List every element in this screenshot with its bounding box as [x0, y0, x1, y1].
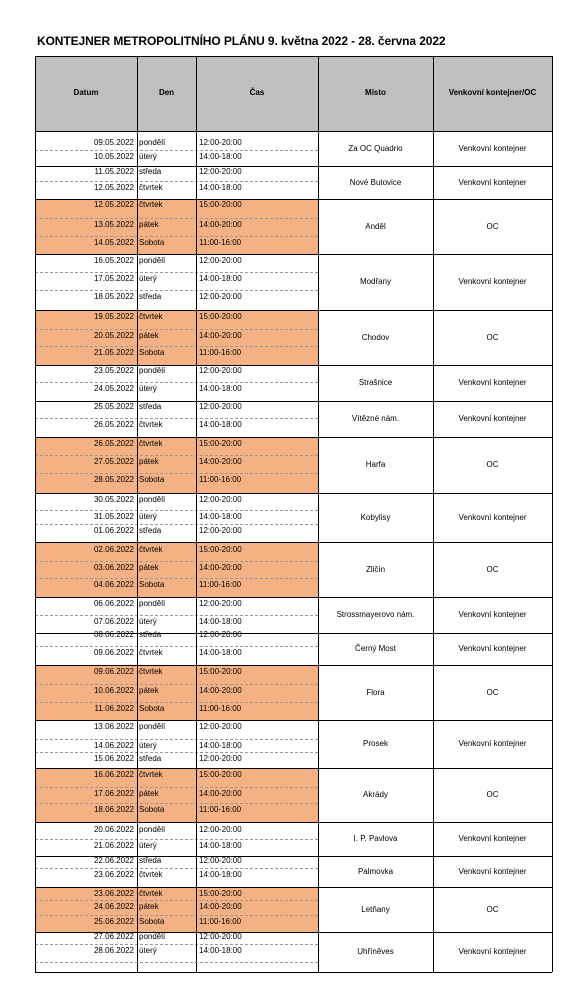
day-cell: čtvrtek [139, 312, 163, 321]
row-separator [35, 272, 318, 273]
day-cell: úterý [139, 946, 157, 955]
time-cell: 15:00-20:00 [199, 545, 242, 554]
date-cell: 15.06.2022 [93, 754, 134, 763]
kind-cell: Venkovní kontejner [458, 866, 527, 876]
group-divider [35, 768, 552, 769]
column-line [433, 56, 434, 972]
row-separator [35, 218, 318, 219]
date-cell: 26.05.2022 [93, 439, 134, 448]
day-cell: čtvrtek [139, 770, 163, 779]
time-cell: 14:00-20:00 [199, 902, 242, 911]
time-cell: 15:00-20:00 [199, 200, 242, 209]
table-top-border [35, 56, 552, 57]
date-cell: 27.06.2022 [93, 932, 134, 941]
column-line [552, 56, 553, 972]
row-separator [35, 578, 318, 579]
row-separator [35, 752, 318, 753]
column-header: Místo [365, 88, 386, 97]
date-cell: 10.05.2022 [93, 152, 134, 161]
row-separator [35, 803, 318, 804]
day-cell: Sobota [139, 238, 165, 247]
place-cell: Modřany [359, 277, 392, 286]
date-cell: 23.06.2022 [93, 870, 134, 879]
day-cell: středa [139, 754, 162, 763]
day-cell: středa [139, 402, 162, 411]
day-cell: úterý [139, 512, 157, 521]
place-cell: Anděl [365, 221, 386, 231]
kind-cell: OC [486, 790, 499, 799]
date-cell: 18.05.2022 [93, 292, 134, 301]
time-cell: 14:00-18:00 [199, 384, 242, 393]
time-cell: 11:00-16:00 [199, 238, 242, 247]
day-cell: úterý [139, 841, 157, 850]
time-cell: 15:00-20:00 [199, 889, 242, 898]
time-cell: 14:00-20:00 [199, 789, 242, 798]
time-cell: 14:00-18:00 [199, 841, 242, 850]
day-cell: pondělí [139, 495, 166, 504]
time-cell: 14:00-18:00 [199, 183, 242, 192]
date-cell: 20.06.2022 [93, 825, 134, 834]
date-cell: 09.05.2022 [93, 138, 134, 147]
time-cell: 12:00-20:00 [199, 366, 242, 375]
row-separator [35, 382, 318, 383]
row-separator [35, 150, 318, 151]
time-cell: 11:00-16:00 [199, 475, 242, 484]
row-separator [35, 646, 318, 647]
day-cell: pondělí [139, 366, 166, 375]
place-cell: Uhříněves [357, 947, 394, 956]
column-header: Datum [73, 88, 99, 97]
group-divider [35, 720, 552, 721]
place-cell: Palmovka [357, 866, 394, 876]
date-cell: 08.06.2022 [93, 630, 134, 639]
group-divider [35, 822, 552, 823]
day-cell: pátek [139, 902, 159, 911]
row-separator [35, 510, 318, 511]
place-cell: I. P. Pavlova [353, 834, 398, 843]
day-cell: pátek [139, 563, 159, 572]
day-cell: pátek [139, 331, 159, 340]
date-cell: 02.06.2022 [93, 545, 134, 554]
group-divider [35, 310, 552, 311]
place-cell: Akrády [363, 790, 388, 799]
date-cell: 28.05.2022 [93, 475, 134, 484]
date-cell: 07.06.2022 [93, 617, 134, 626]
place-cell: Strossmayerovo nám. [336, 610, 415, 619]
day-cell: úterý [139, 274, 157, 283]
date-cell: 31.05.2022 [93, 512, 134, 521]
day-cell: Sobota [139, 805, 165, 814]
date-cell: 21.06.2022 [93, 841, 134, 850]
date-cell: 01.06.2022 [93, 526, 134, 535]
place-cell: Vítězné nám. [351, 414, 400, 423]
date-cell: 11.06.2022 [94, 704, 134, 713]
row-separator [35, 290, 318, 291]
date-cell: 27.05.2022 [93, 457, 134, 466]
kind-cell: Venkovní kontejner [458, 277, 527, 286]
date-cell: 21.05.2022 [93, 348, 134, 357]
row-separator [35, 181, 318, 182]
day-cell: čtvrtek [139, 870, 163, 879]
time-cell: 12:00-20:00 [199, 722, 242, 731]
kind-cell: Venkovní kontejner [458, 512, 527, 522]
time-cell: 12:00-20:00 [199, 630, 242, 639]
kind-cell: OC [486, 221, 499, 231]
time-cell: 12:00-20:00 [199, 402, 242, 411]
row-separator [35, 702, 318, 703]
time-cell: 12:00-20:00 [199, 754, 242, 763]
place-cell: Strašnice [358, 378, 393, 387]
date-cell: 28.06.2022 [93, 946, 134, 955]
time-cell: 14:00-20:00 [199, 331, 242, 340]
group-divider [35, 597, 552, 598]
day-cell: pondělí [139, 599, 166, 608]
time-cell: 12:00-20:00 [199, 932, 242, 941]
time-cell: 12:00-20:00 [199, 856, 242, 865]
place-cell: Černý Most [355, 644, 396, 653]
day-cell: středa [139, 630, 162, 639]
day-cell: pátek [139, 220, 159, 229]
row-separator [35, 236, 318, 237]
page-title: KONTEJNER METROPOLITNÍHO PLÁNU 9. května 2022 - 28. června 2022 [37, 34, 446, 48]
place-cell: Chodov [361, 332, 390, 342]
day-cell: čtvrtek [139, 439, 163, 448]
place-cell: Letňany [361, 904, 390, 914]
time-cell: 12:00-20:00 [199, 138, 242, 147]
day-cell: čtvrtek [139, 648, 163, 657]
day-cell: pondělí [139, 256, 166, 265]
place-cell: Kobylisy [360, 512, 391, 522]
time-cell: 11:00-16:00 [199, 917, 242, 926]
time-cell: 12:00-20:00 [199, 256, 242, 265]
date-cell: 30.05.2022 [93, 495, 134, 504]
kind-cell: Venkovní kontejner [458, 378, 527, 387]
time-cell: 12:00-20:00 [199, 292, 242, 301]
kind-cell: OC [486, 564, 499, 574]
day-cell: čtvrtek [139, 667, 163, 676]
kind-cell: OC [486, 460, 499, 469]
day-cell: středa [139, 526, 162, 535]
date-cell: 19.05.2022 [93, 312, 134, 321]
day-cell: úterý [139, 617, 157, 626]
day-cell: Sobota [139, 704, 165, 713]
row-separator [35, 739, 318, 740]
column-header: Čas [249, 88, 265, 97]
group-divider [35, 254, 552, 255]
row-separator [35, 346, 318, 347]
column-header: Venkovní kontejner/OC [448, 88, 537, 97]
kind-cell: Venkovní kontejner [458, 947, 527, 956]
row-separator [35, 868, 318, 869]
date-cell: 18.06.2022 [93, 805, 134, 814]
time-cell: 12:00-20:00 [199, 825, 242, 834]
date-cell: 26.05.2022 [93, 420, 134, 429]
time-cell: 14:00-20:00 [199, 686, 242, 695]
header-divider [35, 131, 552, 132]
date-cell: 23.05.2022 [93, 366, 134, 375]
date-cell: 16.06.2022 [93, 770, 134, 779]
group-divider [35, 887, 552, 888]
date-cell: 24.06.2022 [93, 902, 134, 911]
time-cell: 11:00-16:00 [199, 805, 242, 814]
day-cell: čtvrtek [139, 183, 163, 192]
group-divider [35, 493, 552, 494]
place-cell: Flora [366, 687, 385, 697]
place-cell: Za OC Quadrio [348, 143, 403, 153]
row-separator [35, 524, 318, 525]
date-cell: 10.06.2022 [93, 686, 134, 695]
day-cell: středa [139, 292, 162, 301]
date-cell: 25.05.2022 [93, 402, 134, 411]
row-separator [35, 329, 318, 330]
row-separator [35, 561, 318, 562]
time-cell: 11:00-16:00 [199, 704, 242, 713]
date-cell: 11.05.2022 [94, 167, 134, 176]
time-cell: 14:00-18:00 [199, 512, 242, 521]
kind-cell: Venkovní kontejner [458, 739, 527, 748]
row-separator [35, 473, 318, 474]
group-divider [35, 665, 552, 666]
time-cell: 14:00-18:00 [199, 870, 242, 879]
date-cell: 06.06.2022 [93, 599, 134, 608]
day-cell: pondělí [139, 138, 166, 147]
group-divider [35, 437, 552, 438]
time-cell: 14:00-20:00 [199, 457, 242, 466]
day-cell: úterý [139, 384, 157, 393]
day-cell: úterý [139, 741, 157, 750]
column-line [196, 56, 197, 972]
time-cell: 14:00-18:00 [199, 648, 242, 657]
kind-cell: Venkovní kontejner [458, 414, 527, 423]
time-cell: 15:00-20:00 [199, 667, 242, 676]
date-cell: 16.05.2022 [93, 256, 134, 265]
kind-cell: Venkovní kontejner [458, 143, 527, 153]
row-separator [35, 684, 318, 685]
day-cell: pátek [139, 457, 159, 466]
place-cell: Zličín [365, 564, 386, 574]
place-cell: Harfa [365, 460, 386, 469]
date-cell: 13.06.2022 [93, 722, 134, 731]
kind-cell: OC [486, 687, 499, 697]
time-cell: 14:00-18:00 [199, 152, 242, 161]
date-cell: 14.06.2022 [93, 741, 134, 750]
group-divider [35, 972, 552, 973]
column-line [35, 56, 36, 972]
day-cell: Sobota [139, 917, 165, 926]
kind-cell: Venkovní kontejner [458, 644, 527, 653]
row-separator [35, 839, 318, 840]
day-cell: čtvrtek [139, 889, 163, 898]
day-cell: Sobota [139, 580, 165, 589]
time-cell: 12:00-20:00 [199, 526, 242, 535]
row-separator [35, 418, 318, 419]
row-separator [35, 787, 318, 788]
time-cell: 15:00-20:00 [199, 439, 242, 448]
day-cell: Sobota [139, 348, 165, 357]
time-cell: 14:00-18:00 [199, 741, 242, 750]
date-cell: 23.06.2022 [93, 889, 134, 898]
column-line [318, 56, 319, 972]
time-cell: 14:00-18:00 [199, 946, 242, 955]
date-cell: 03.06.2022 [93, 563, 134, 572]
date-cell: 13.05.2022 [93, 220, 134, 229]
kind-cell: OC [486, 332, 499, 342]
row-separator [35, 615, 318, 616]
time-cell: 11:00-16:00 [199, 580, 242, 589]
date-cell: 17.05.2022 [93, 274, 134, 283]
day-cell: čtvrtek [139, 200, 163, 209]
row-separator [35, 944, 318, 945]
column-header: Den [158, 88, 175, 97]
day-cell: pátek [139, 789, 159, 798]
group-divider [35, 542, 552, 543]
date-cell: 20.05.2022 [93, 331, 134, 340]
day-cell: čtvrtek [139, 420, 163, 429]
row-separator [35, 915, 318, 916]
time-cell: 14:00-20:00 [199, 220, 242, 229]
place-cell: Prosek [363, 739, 388, 748]
time-cell: 14:00-20:00 [199, 563, 242, 572]
date-cell: 09.06.2022 [93, 667, 134, 676]
day-cell: čtvrtek [139, 545, 163, 554]
time-cell: 11:00-16:00 [199, 348, 242, 357]
row-separator [35, 962, 318, 963]
time-cell: 14:00-18:00 [199, 617, 242, 626]
date-cell: 04.06.2022 [93, 580, 134, 589]
day-cell: středa [139, 167, 162, 176]
kind-cell: Venkovní kontejner [458, 610, 527, 619]
kind-cell: Venkovní kontejner [458, 177, 527, 187]
day-cell: středa [139, 856, 162, 865]
time-cell: 15:00-20:00 [199, 312, 242, 321]
date-cell: 17.06.2022 [93, 789, 134, 798]
date-cell: 09.06.2022 [93, 648, 134, 657]
time-cell: 12:00-20:00 [199, 495, 242, 504]
day-cell: úterý [139, 152, 157, 161]
column-line [137, 56, 138, 972]
time-cell: 14:00-18:00 [199, 274, 242, 283]
day-cell: Sobota [139, 475, 165, 484]
time-cell: 12:00-20:00 [199, 599, 242, 608]
date-cell: 24.05.2022 [93, 384, 134, 393]
date-cell: 12.05.2022 [93, 200, 134, 209]
day-cell: pondělí [139, 722, 166, 731]
time-cell: 14:00-18:00 [199, 420, 242, 429]
place-cell: Nové Butovice [349, 177, 402, 187]
kind-cell: OC [486, 904, 499, 914]
row-separator [35, 900, 318, 901]
row-separator [35, 455, 318, 456]
time-cell: 15:00-20:00 [199, 770, 242, 779]
date-cell: 12.05.2022 [93, 183, 134, 192]
day-cell: pátek [139, 686, 159, 695]
date-cell: 14.05.2022 [93, 238, 134, 247]
time-cell: 12:00-20:00 [199, 167, 242, 176]
date-cell: 22.06.2022 [93, 856, 134, 865]
day-cell: pondělí [139, 932, 166, 941]
date-cell: 25.06.2022 [93, 917, 134, 926]
day-cell: pondělí [139, 825, 166, 834]
kind-cell: Venkovní kontejner [458, 834, 527, 843]
